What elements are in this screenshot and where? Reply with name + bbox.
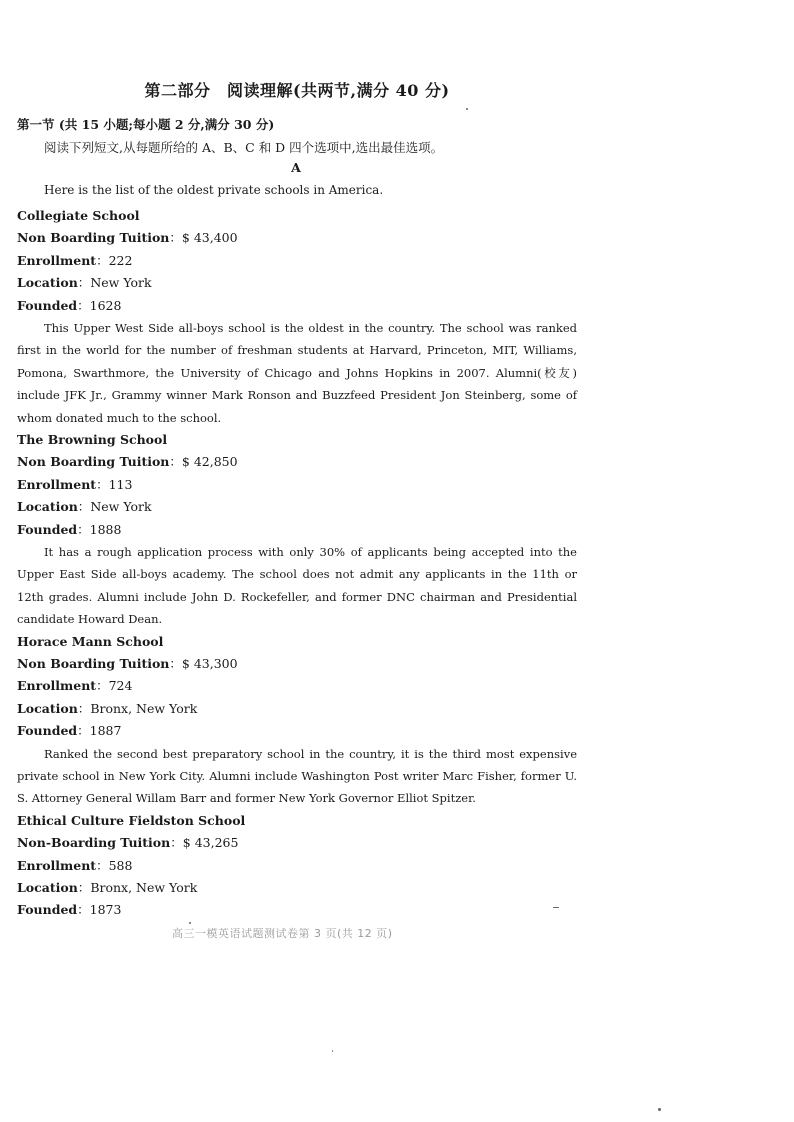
founded-row: Founded：1628 (17, 297, 122, 313)
location-label: Location (17, 700, 78, 716)
founded-value: 1888 (89, 521, 122, 537)
tuition-label: Non Boarding Tuition (17, 230, 170, 246)
location-value: New York (90, 499, 152, 515)
founded-row: Founded：1887 (17, 723, 122, 739)
founded-label: Founded (17, 902, 78, 918)
part-title: 第二部分 阅读理解(共两节,满分 40 分) (144, 81, 450, 100)
tuition-value: $ 43,300 (181, 655, 238, 671)
founded-value: 1628 (89, 297, 122, 313)
school-description: Ranked the second best preparatory school in the country, it is the third most expensive private school in New York City. Alumni include Washington Post writer Marc Fisher, former U. S. Attorney General Willam Barr and former New York Governor Elliot Spitzer. (17, 746, 577, 806)
scan-speck (658, 1108, 661, 1111)
tuition-row: Non Boarding Tuition：$ 42,850 (17, 454, 238, 470)
tuition-label: Non Boarding Tuition (17, 655, 170, 671)
enrollment-row: Enrollment：113 (17, 476, 133, 492)
location-row: Location：Bronx, New York (17, 879, 198, 895)
location-row: Location：Bronx, New York (17, 700, 198, 716)
location-value: Bronx, New York (90, 700, 198, 716)
tuition-row: Non Boarding Tuition：$ 43,300 (17, 655, 238, 671)
enrollment-label: Enrollment (17, 476, 97, 492)
instructions: 阅读下列短文,从每题所给的 A、B、C 和 D 四个选项中,选出最佳选项。 (44, 140, 444, 155)
enrollment-value: 724 (108, 678, 133, 694)
school-name: Ethical Culture Fieldston School (17, 812, 246, 828)
tuition-row: Non Boarding Tuition：$ 43,400 (17, 230, 238, 246)
passage-letter: A (291, 160, 301, 175)
founded-label: Founded (17, 521, 78, 537)
school-name: Horace Mann School (17, 633, 164, 649)
school-description: This Upper West Side all-boys school is the oldest in the country. The school was ranked first in the world for the number of freshman students at Harvard, Princeton, MIT, Williams, Pomona, Swarthmore, the University of Chicago and Johns Hopkins in 2007. Alumni(校友) include JFK Jr., Grammy winner Mark Ronson and Buzzfeed President Jon Steinberg, some of whom donated much to the school. (17, 320, 577, 425)
location-label: Location (17, 275, 78, 291)
tuition-value: $ 42,850 (181, 454, 238, 470)
location-value: New York (90, 275, 152, 291)
tuition-value: $ 43,265 (182, 835, 239, 851)
school-list (17, 205, 577, 922)
section-title: 第一节 (共 15 小题;每小题 2 分,满分 30 分) (17, 117, 275, 132)
school-entry (17, 429, 577, 631)
founded-label: Founded (17, 297, 78, 313)
school-entry (17, 205, 577, 429)
tuition-label: Non-Boarding Tuition (17, 835, 171, 851)
school-description: It has a rough application process with only 30% of applicants being accepted into the Upper East Side all-boys academy. The school does not admit any applicants in the 11th or 12th grades. Alumni include John D. Rockefeller, and former DNC chairman and Presidential candidate Howard Dean. (17, 544, 577, 627)
founded-row: Founded：1873 (17, 902, 122, 918)
tuition-row: Non-Boarding Tuition：$ 43,265 (17, 835, 239, 851)
founded-value: 1887 (89, 723, 122, 739)
location-label: Location (17, 879, 78, 895)
tuition-value: $ 43,400 (181, 230, 238, 246)
location-label: Location (17, 499, 78, 515)
enrollment-value: 588 (108, 857, 133, 873)
location-value: Bronx, New York (90, 879, 198, 895)
enrollment-label: Enrollment (17, 857, 97, 873)
school-entry (17, 810, 577, 922)
passage-intro: Here is the list of the oldest private schools in America. (44, 183, 384, 197)
school-name: Collegiate School (17, 208, 140, 223)
scan-speck (332, 1050, 333, 1052)
scan-speck (466, 108, 468, 110)
page-footer: 高三一模英语试题测试卷第 3 页(共 12 页) (172, 927, 393, 940)
founded-value: 1873 (89, 902, 122, 918)
location-row: Location：New York (17, 499, 152, 515)
location-row: Location：New York (17, 275, 152, 291)
scan-speck (553, 907, 559, 908)
enrollment-value: 113 (108, 476, 133, 492)
founded-row: Founded：1888 (17, 521, 122, 537)
enrollment-row: Enrollment：724 (17, 678, 133, 694)
school-name: The Browning School (17, 431, 168, 447)
enrollment-value: 222 (108, 252, 133, 268)
scan-speck (189, 922, 191, 924)
tuition-label: Non Boarding Tuition (17, 454, 170, 470)
enrollment-label: Enrollment (17, 678, 97, 694)
founded-label: Founded (17, 723, 78, 739)
enrollment-row: Enrollment：588 (17, 857, 133, 873)
enrollment-label: Enrollment (17, 252, 97, 268)
enrollment-row: Enrollment：222 (17, 252, 133, 268)
school-entry (17, 631, 577, 810)
